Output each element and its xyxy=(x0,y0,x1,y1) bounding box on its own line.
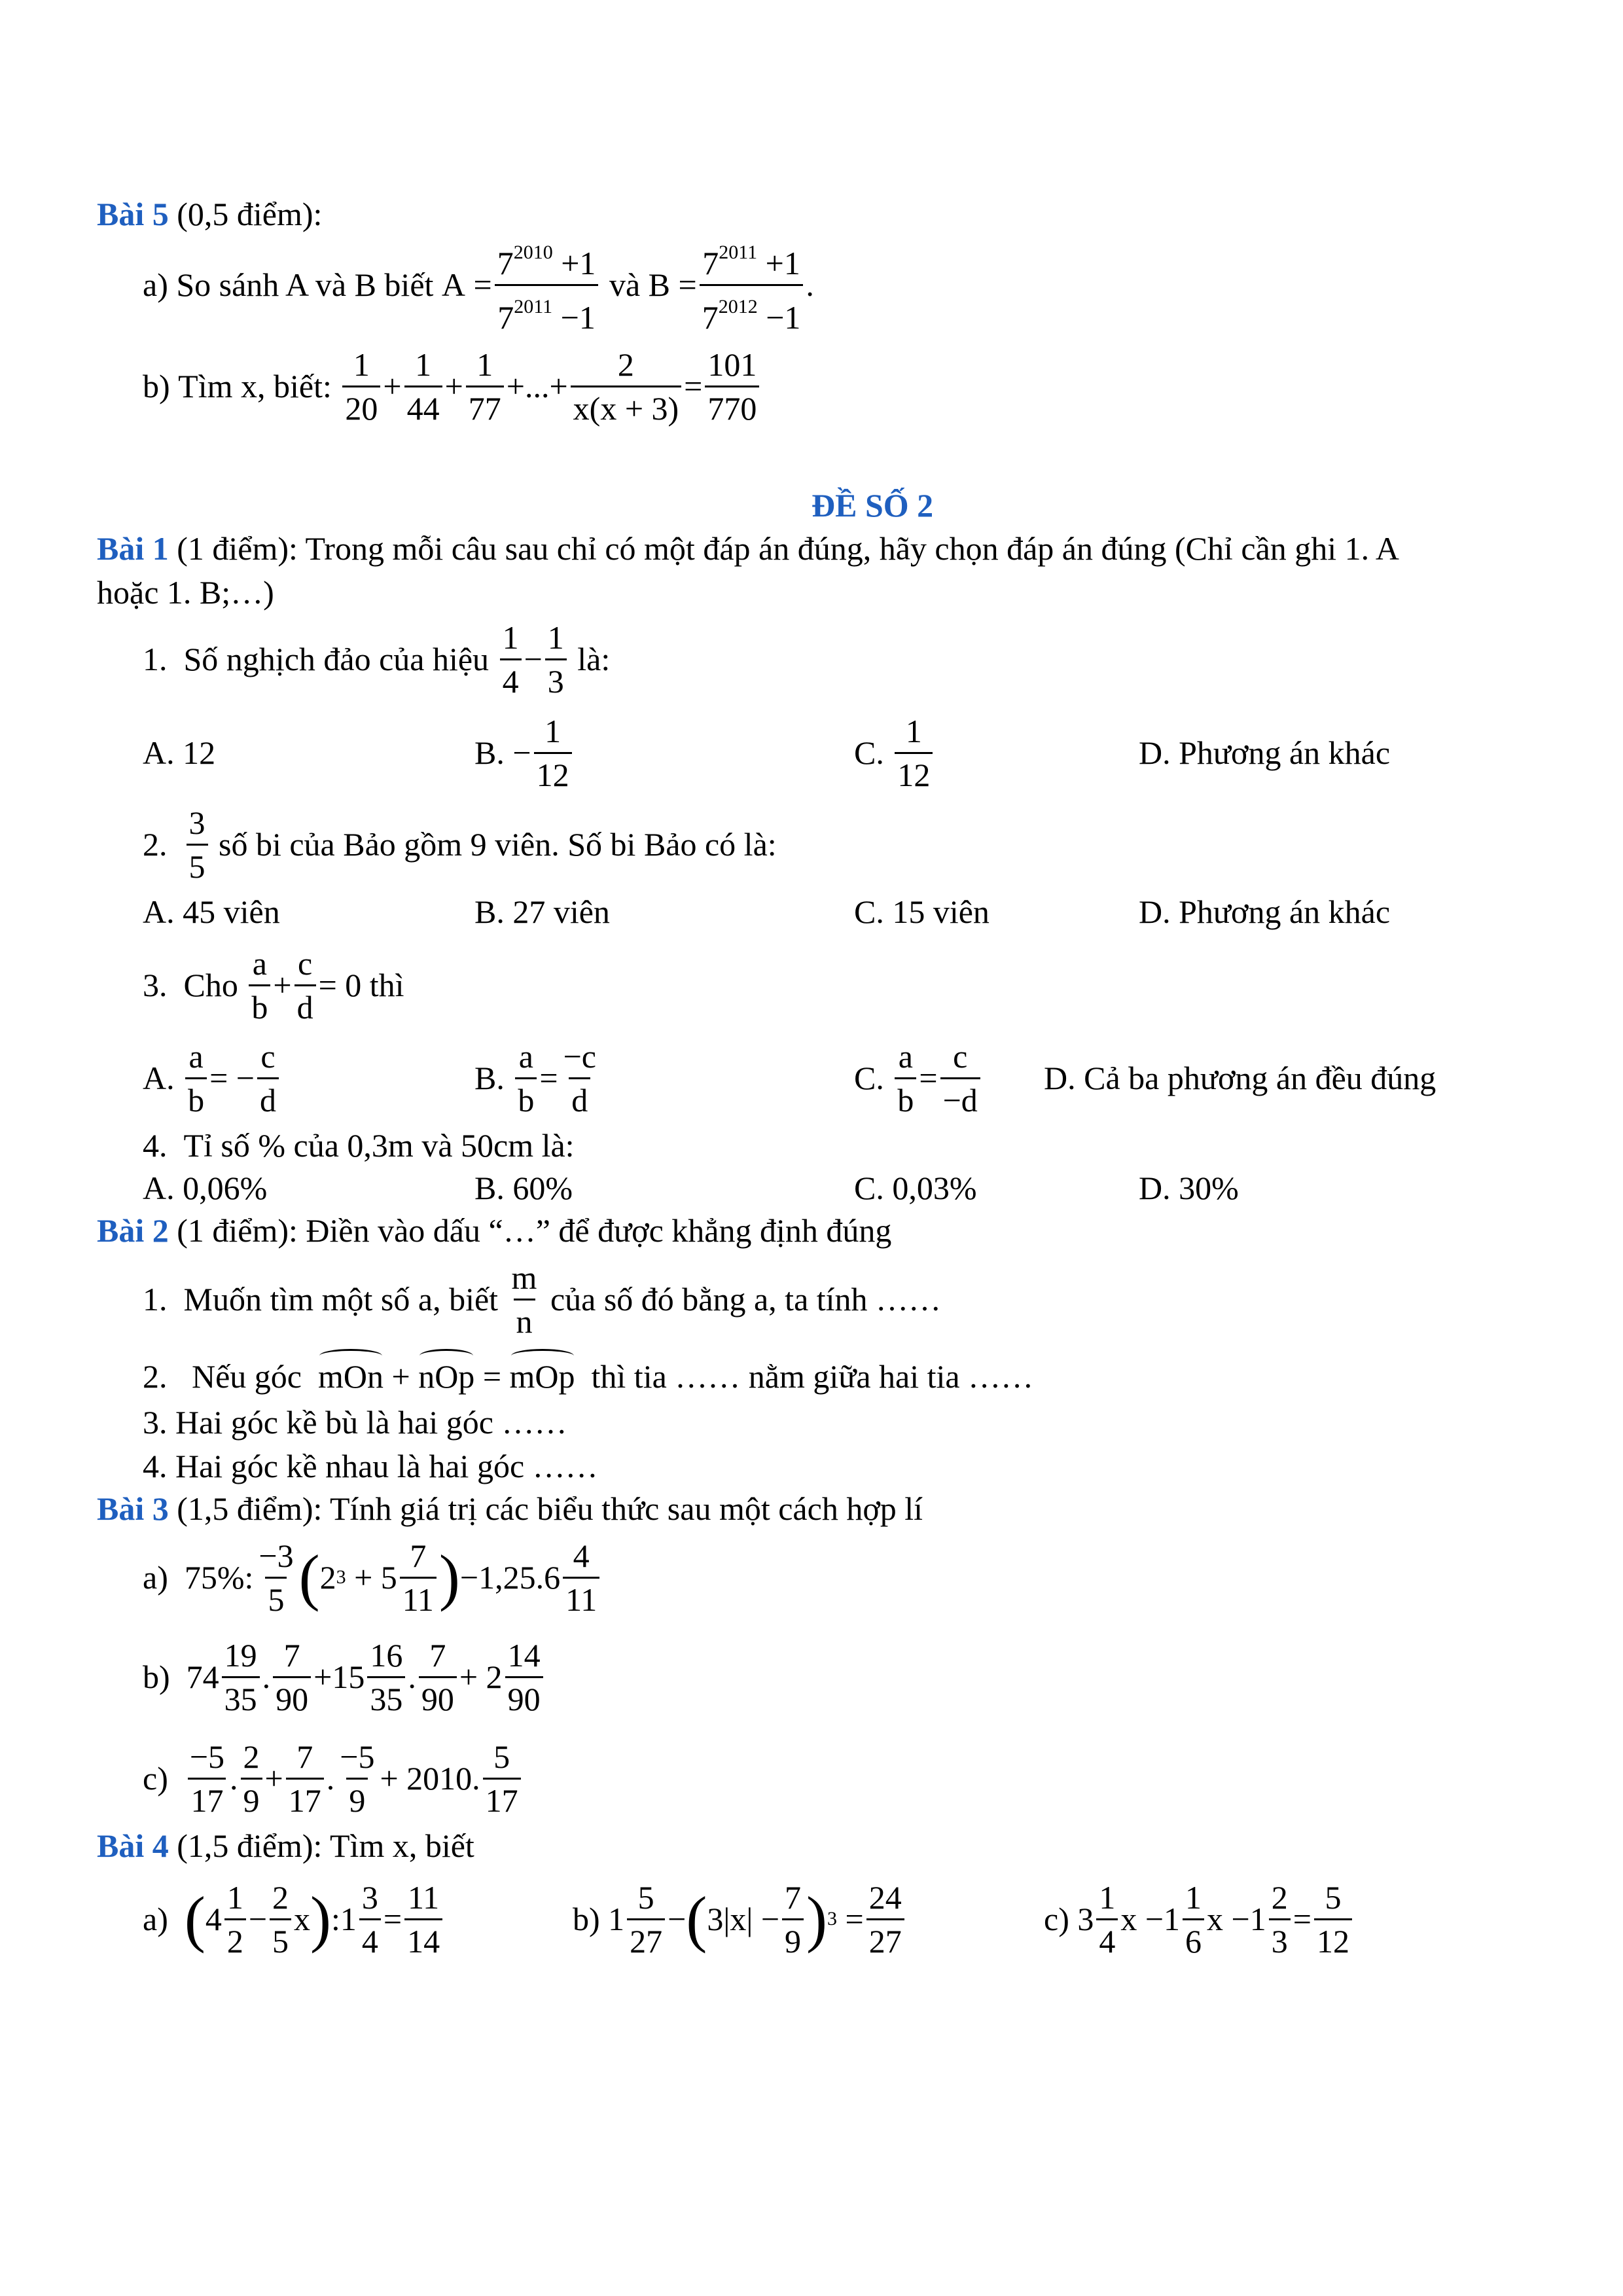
fraction: $\frac{7}{11}$ xyxy=(400,1537,437,1618)
b3-part-a: a) 75%: $\frac{-3}{5}$ ( 2 3 + 5 $\frac{7}{11}$ ) −1,25.6 $\frac{4}{11}$ xyxy=(143,1535,602,1620)
fraction: $\frac{1}{3}$ xyxy=(545,619,567,700)
b1-text-cont: hoặc 1. B;…) xyxy=(97,574,274,611)
fraction: $\frac{1}{20}$ xyxy=(342,346,380,427)
b3-title: Bài 3 xyxy=(97,1490,169,1527)
b3-part-b: b) 74 $\frac{19}{35}$ . $\frac{7}{90}$ +15 $\frac{16}{35}$ . $\frac{7}{90}$ + 2 $\frac{14}{90}$ xyxy=(143,1634,546,1719)
fraction: $\frac{c}{d}$ xyxy=(294,945,316,1026)
b1-q3-options xyxy=(0,1035,1623,1121)
fraction: $\frac{1}{2}$ xyxy=(224,1879,246,1960)
b5-and: và xyxy=(609,266,641,303)
fraction: $\frac{2}{3}$ xyxy=(1269,1879,1291,1960)
b3-text: (1,5 điểm): Tính giá trị các biểu thức sau một cách hợp lí xyxy=(177,1490,923,1527)
q2-text: số bi của Bảo gồm 9 viên. Số bi Bảo có là: xyxy=(219,826,777,863)
b2-item-4: 4. Hai góc kề nhau là hai góc …… xyxy=(143,1448,598,1484)
b4-heading xyxy=(97,1826,474,1865)
fraction: $\frac{5}{12}$ xyxy=(1314,1879,1352,1960)
b1-q2 xyxy=(143,802,777,887)
fraction: $\frac{3}{4}$ xyxy=(359,1879,381,1960)
expr-text: + 2010. xyxy=(380,1760,480,1797)
b2-title: Bài 2 xyxy=(97,1212,169,1249)
angle-mon: mOn xyxy=(318,1358,383,1395)
b1-text: (1 điểm): Trong mỗi câu sau chỉ có một đáp án đúng, hãy chọn đáp án đúng (Chỉ cần ghi 1. A xyxy=(177,530,1399,567)
option-b: B. − $\frac{1}{12}$ xyxy=(474,710,575,795)
b5-a-label: a) xyxy=(143,266,168,303)
var-a: A xyxy=(441,266,466,303)
expr-exp: 3 xyxy=(827,1908,838,1929)
part-label: a) xyxy=(143,1901,168,1937)
option-c: C. 15 viên xyxy=(854,893,990,930)
b1-q3: 3. Cho $\frac{a}{b}$ + $\frac{c}{d}$ = 0 thì xyxy=(143,944,404,1026)
part-label: c) xyxy=(143,1760,168,1797)
option-d: D. Cả ba phương án đều đúng xyxy=(1044,1060,1436,1096)
fraction: $\frac{m}{n}$ xyxy=(511,1259,537,1340)
expr-text: −1,25.6 xyxy=(459,1559,561,1596)
option-c: C. 0,03% xyxy=(854,1170,977,1206)
var-b: B xyxy=(648,266,670,303)
option-a: A. 12 xyxy=(143,734,216,771)
q4-text: Tỉ số % của 0,3m và 50cm là: xyxy=(183,1127,575,1164)
fraction: $\frac{4}{11}$ xyxy=(563,1537,599,1618)
fraction: $\frac{1}{6}$ xyxy=(1183,1879,1204,1960)
fraction: $\frac{a}{b}$ xyxy=(249,945,270,1026)
b5-dots: +...+ xyxy=(506,368,568,404)
q-number: 2. xyxy=(143,826,168,863)
var-x: x xyxy=(294,1901,311,1937)
fraction: $\frac{-5}{17}$ xyxy=(187,1738,227,1819)
angle-nop: nOp xyxy=(418,1358,475,1395)
b4-parts xyxy=(0,1873,1623,1965)
fraction: $\frac{a}{b}$ xyxy=(515,1038,537,1119)
fraction: $\frac{7}{9}$ xyxy=(782,1879,804,1960)
fraction: $\frac{24}{27}$ xyxy=(866,1879,904,1960)
q-number: 1. xyxy=(143,641,168,677)
b3-heading xyxy=(97,1489,923,1528)
fraction: $\frac{1}{77}$ xyxy=(466,346,504,427)
frac-b: $\frac{7^{2011} +1}{7^{2012} -1}$ xyxy=(700,234,804,336)
b5-part-b: b) Tìm x, biết: $\frac{1}{20}$ + $\frac{1}{44}$ + $\frac{1}{77}$ +...+ $\frac{2}{x(x + 3)}$ = $\frac{101}{770}$ xyxy=(143,337,762,435)
option-b: B. 60% xyxy=(474,1170,573,1206)
q-number: 4. xyxy=(143,1127,168,1164)
fraction: $\frac{5}{27}$ xyxy=(627,1879,665,1960)
b1-q4-options xyxy=(0,1168,1623,1214)
option-d: D. 30% xyxy=(1139,1170,1239,1206)
fraction: $\frac{14}{90}$ xyxy=(505,1637,543,1717)
option-d: D. Phương án khác xyxy=(1139,893,1391,930)
whole-number: 4 xyxy=(205,1901,222,1937)
fraction: $\frac{7}{90}$ xyxy=(273,1637,311,1717)
q1-text: Số nghịch đảo của hiệu xyxy=(183,641,490,677)
item-number: 1. xyxy=(143,1281,168,1318)
fraction: $\frac{c}{d}$ xyxy=(257,1038,279,1119)
option-d: D. Phương án khác xyxy=(1139,734,1391,771)
b3-part-c: c) $\frac{-5}{17}$ . $\frac{2}{9}$ + $\frac{7}{17}$ . $\frac{-5}{9}$ + 2010. $\frac{5}{17}$ xyxy=(143,1736,524,1821)
b5-title: Bài 5 xyxy=(97,196,169,232)
fraction: $\frac{-5}{9}$ xyxy=(340,1738,375,1819)
b2-item-3: 3. Hai góc kề bù là hai góc …… xyxy=(143,1404,567,1441)
fraction: $\frac{1}{4}$ xyxy=(1096,1879,1118,1960)
b1-q1-options xyxy=(0,710,1623,795)
fraction: $\frac{19}{35}$ xyxy=(222,1637,260,1717)
b5-heading xyxy=(97,194,322,234)
option-a: A. $\frac{a}{b}$ = − $\frac{c}{d}$ xyxy=(143,1035,281,1121)
angle-mop: mOp xyxy=(509,1358,575,1395)
frac-a: $\frac{7^{2010} +1}{7^{2011} -1}$ xyxy=(495,234,599,336)
whole-number: :1 xyxy=(330,1901,357,1937)
option-b: B. 27 viên xyxy=(474,893,610,930)
b1-title: Bài 1 xyxy=(97,530,169,567)
b2-item-1 xyxy=(143,1257,941,1342)
fraction: $\frac{1}{12}$ xyxy=(895,713,933,793)
b4-part-a: a) ( 4 $\frac{1}{2}$ − $\frac{2}{5}$ x ) :1 $\frac{3}{4}$ = $\frac{11}{14}$ xyxy=(143,1873,445,1965)
part-label: b) xyxy=(573,1901,600,1937)
fraction: $\frac{1}{12}$ xyxy=(534,713,572,793)
b5-a-text: So sánh A và B biết xyxy=(176,266,434,303)
whole-number: 1 xyxy=(608,1901,625,1937)
q1-end: là: xyxy=(577,641,611,677)
fraction: $\frac{2}{9}$ xyxy=(241,1738,262,1819)
fraction: $\frac{1}{44}$ xyxy=(404,346,442,427)
fraction: $\frac{3}{5}$ xyxy=(187,804,208,885)
b4-title: Bài 4 xyxy=(97,1827,169,1864)
fraction: $\frac{a}{b}$ xyxy=(895,1038,916,1119)
b5-b-text: Tìm x, biết: xyxy=(178,368,332,404)
fraction: $\frac{16}{35}$ xyxy=(367,1637,405,1717)
fraction: $\frac{7}{17}$ xyxy=(286,1738,324,1819)
item-text: Muốn tìm một số a, biết xyxy=(183,1281,499,1318)
fraction: $\frac{c}{-d}$ xyxy=(940,1038,980,1119)
whole-number: 3 xyxy=(1077,1901,1094,1937)
b1-q1: 1. Số nghịch đảo của hiệu $\frac{1}{4}$ − $\frac{1}{3}$ là: xyxy=(143,619,611,700)
q3-end: = 0 thì xyxy=(318,967,404,1003)
fraction: $\frac{-3}{5}$ xyxy=(259,1537,294,1618)
expr-exp: 3 xyxy=(336,1566,346,1588)
whole-number: +15 xyxy=(313,1659,365,1695)
fraction: $\frac{1}{4}$ xyxy=(500,619,522,700)
whole-number: + 2 xyxy=(459,1659,503,1695)
item-number: 2. xyxy=(143,1358,168,1395)
q3-text: Cho xyxy=(183,967,238,1003)
fraction: $\frac{7}{90}$ xyxy=(419,1637,457,1717)
expr-text: x −1 xyxy=(1207,1901,1266,1937)
b1-q2-options xyxy=(0,892,1623,938)
fraction: $\frac{2}{5}$ xyxy=(270,1879,291,1960)
part-label: a) xyxy=(143,1559,168,1596)
option-a: A. 0,06% xyxy=(143,1170,268,1206)
b2-text: (1 điểm): Điền vào dấu “…” để được khẳng định đúng xyxy=(177,1212,892,1249)
b5-points: (0,5 điểm): xyxy=(177,196,323,232)
expr-text: 75%: xyxy=(184,1559,254,1596)
fraction: $\frac{5}{17}$ xyxy=(483,1738,521,1819)
item-end: của số đó bằng a, ta tính …… xyxy=(550,1281,942,1318)
b5-part-a: a) So sánh A và B biết A = $\frac{7^{2010} +1}{7^{2011} -1}$ và B = $\frac{7^{2011} +1}{7^{2012} -1}$ . xyxy=(143,236,814,334)
fraction: $\frac{2}{x(x + 3)}$ xyxy=(571,346,682,427)
item-end: thì tia …… nằm giữa hai tia …… xyxy=(591,1358,1034,1395)
part-label: c) xyxy=(1044,1901,1069,1937)
item-text: Nếu góc xyxy=(192,1358,302,1395)
option-c: C. $\frac{a}{b}$ = $\frac{c}{-d}$ xyxy=(854,1035,983,1121)
b4-text: (1,5 điểm): Tìm x, biết xyxy=(177,1827,474,1864)
expr-base: 2 xyxy=(319,1559,336,1596)
b5-b-label: b) xyxy=(143,368,170,404)
b4-part-c: c) 3 $\frac{1}{4}$ x −1 $\frac{1}{6}$ x −1 $\frac{2}{3}$ = $\frac{5}{12}$ xyxy=(1044,1873,1355,1965)
fraction: $\frac{a}{b}$ xyxy=(185,1038,207,1119)
q-number: 3. xyxy=(143,967,168,1003)
b2-heading xyxy=(97,1211,891,1250)
option-b: B. $\frac{a}{b}$ = $\frac{-c}{d}$ xyxy=(474,1035,601,1121)
option-c: C. $\frac{1}{12}$ xyxy=(854,710,935,795)
option-a: A. 45 viên xyxy=(143,893,280,930)
fraction: $\frac{-c}{d}$ xyxy=(563,1037,596,1119)
whole-number: 74 xyxy=(186,1659,219,1695)
b1-heading xyxy=(97,529,1399,568)
b4-part-b: b) 1 $\frac{5}{27}$ − ( 3|x| − $\frac{7}{9}$ ) 3 = $\frac{24}{27}$ xyxy=(573,1873,907,1965)
part-label: b) xyxy=(143,1659,170,1695)
fraction: $\frac{101}{770}$ xyxy=(705,346,759,427)
expr-text: 3|x| − xyxy=(707,1901,780,1937)
b1-q4 xyxy=(143,1126,575,1165)
expr-text: x −1 xyxy=(1120,1901,1181,1937)
b2-item-2: 2. Nếu góc mOn + nOp = mOp thì tia …… nằm giữa hai tia …… xyxy=(143,1358,1034,1395)
section-title: ĐỀ SỐ 2 xyxy=(812,487,934,524)
expr-text: + 5 xyxy=(354,1559,397,1596)
fraction: $\frac{11}{14}$ xyxy=(404,1879,442,1960)
